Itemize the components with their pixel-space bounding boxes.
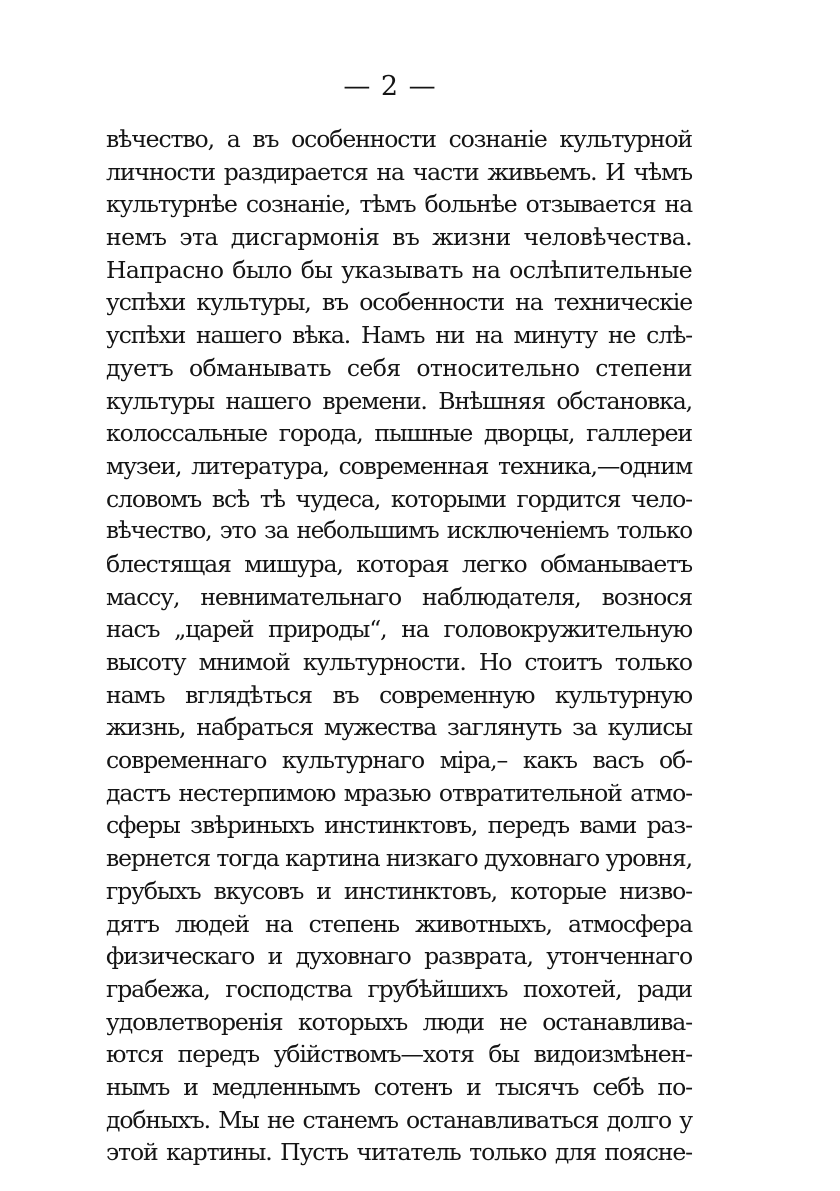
text-line: грабежа, господства грубѣйшихъ похотей, ради bbox=[106, 974, 692, 1003]
text-line: нымъ и медленнымъ сотенъ и тысячъ себѣ по- bbox=[106, 1072, 692, 1101]
text-line: блестящая мишура, которая легко обманываетъ bbox=[106, 549, 692, 578]
text-line: музеи, литература, современная техника,—одним bbox=[106, 451, 692, 480]
text-line: дастъ нестерпимою мразью отвратительной атмо- bbox=[106, 778, 692, 807]
text-line: немъ эта дисгармонія въ жизни человѣчества. bbox=[106, 223, 692, 252]
text-line: современнаго культурнаго міра,– какъ васъ об- bbox=[106, 746, 692, 775]
text-line: культуры нашего времени. Внѣшняя обстановка, bbox=[106, 386, 692, 415]
text-line: вернется тогда картина низкаго духовнаго уровня, bbox=[106, 844, 692, 873]
text-line: насъ „царей природы“, на головокружительную bbox=[106, 615, 692, 644]
text-line: колоссальные города, пышные дворцы, галлереи bbox=[106, 419, 692, 448]
text-line: ются передъ убійствомъ—хотя бы видоизмѣнен- bbox=[106, 1040, 692, 1069]
text-line: физическаго и духовнаго разврата, утонченнаго bbox=[106, 942, 692, 971]
text-line: высоту мнимой культурности. Но стоитъ только bbox=[106, 648, 692, 676]
text-line: сферы звѣриныхъ инстинктовъ, передъ вами раз- bbox=[106, 811, 692, 840]
text-line: Напрасно было бы указывать на ослѣпительные bbox=[106, 255, 692, 284]
text-line: грубыхъ вкусовъ и инстинктовъ, которые низво- bbox=[106, 876, 692, 905]
body-text bbox=[106, 123, 692, 1169]
text-line: добныхъ. Мы не станемъ останавливаться долго у bbox=[106, 1105, 692, 1134]
text-line: успѣхи нашего вѣка. Намъ ни на минуту не слѣ- bbox=[106, 321, 692, 350]
text-line: этой картины. Пусть читатель только для поясне- bbox=[106, 1138, 692, 1167]
text-line: культурнѣе сознаніе, тѣмъ больнѣе отзывается на bbox=[106, 190, 692, 219]
text-line: жизнь, набраться мужества заглянуть за кулисы bbox=[106, 713, 692, 742]
text-line: вѣчество, а въ особенности сознаніе культурной bbox=[106, 125, 692, 153]
text-line: массу, невнимательнаго наблюдателя, вознося bbox=[106, 582, 692, 611]
text-line: намъ вглядѣться въ современную культурную bbox=[106, 680, 692, 709]
text-line: словомъ всѣ тѣ чудеса, которыми гордится чело- bbox=[106, 484, 692, 513]
text-line: успѣхи культуры, въ особенности на техническіе bbox=[106, 288, 692, 317]
text-line: вѣчество, это за небольшимъ исключеніемъ только bbox=[106, 518, 692, 545]
page-number: — 2 — bbox=[343, 71, 437, 102]
text-line: дуетъ обманывать себя относительно степени bbox=[106, 353, 692, 382]
text-line: личности раздирается на части живьемъ. И чѣмъ bbox=[106, 157, 692, 186]
text-line: удовлетворенія которыхъ люди не останавлива- bbox=[106, 1007, 692, 1036]
text-line: дятъ людей на степень животныхъ, атмосфера bbox=[106, 909, 692, 938]
